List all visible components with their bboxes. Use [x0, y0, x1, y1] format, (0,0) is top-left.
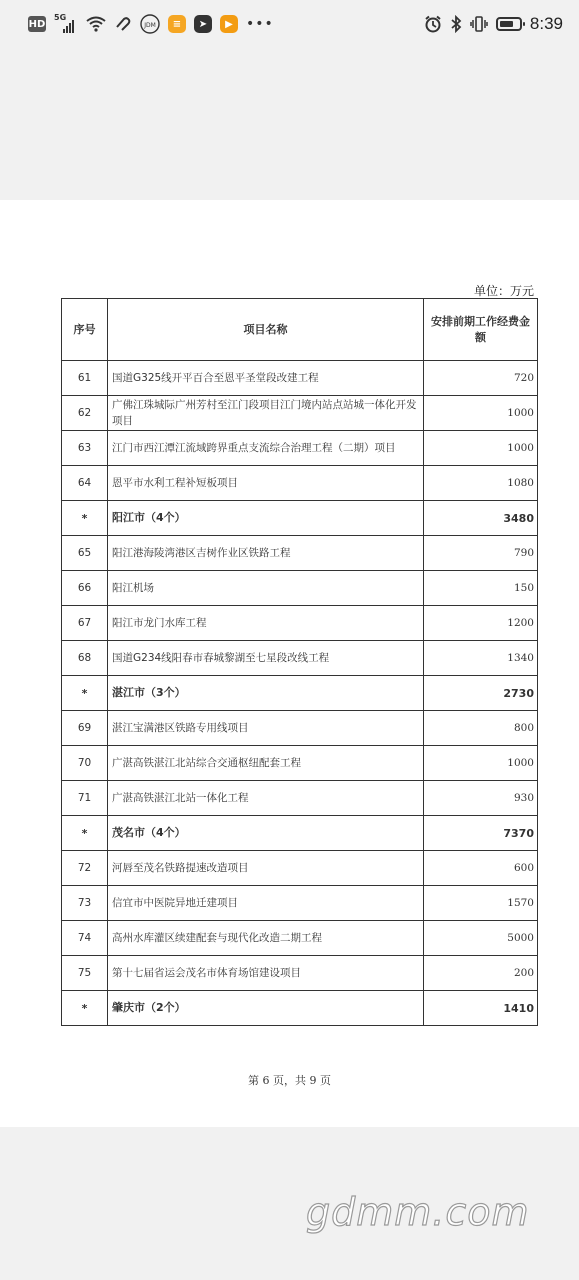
row-amount: 1000: [424, 431, 538, 466]
svg-text:JDM: JDM: [144, 22, 156, 29]
row-seq: 65: [62, 536, 108, 571]
unit-label: 单位：万元: [473, 284, 534, 298]
row-seq: 62: [62, 396, 108, 431]
row-amount: 1200: [424, 606, 538, 641]
table-row: [62, 851, 538, 886]
table-row: [62, 711, 538, 746]
app-play-icon: ▶: [220, 15, 238, 33]
network-label: 5G: [54, 13, 67, 22]
row-project-name: 广湛高铁湛江北站一体化工程: [108, 781, 424, 816]
table-row: [62, 536, 538, 571]
row-amount: 3480: [424, 501, 538, 536]
table-body: [62, 361, 538, 1026]
row-project-name: 肇庆市（2个）: [108, 991, 424, 1026]
city-subtotal-row: [62, 991, 538, 1026]
jdm-icon: [140, 14, 160, 34]
row-amount: 7370: [424, 816, 538, 851]
row-amount: 1000: [424, 746, 538, 781]
header-project-name: 项目名称: [108, 299, 424, 361]
row-seq: 72: [62, 851, 108, 886]
row-amount: 1000: [424, 396, 538, 431]
row-amount: 200: [424, 956, 538, 991]
row-seq: 67: [62, 606, 108, 641]
city-subtotal-row: [62, 501, 538, 536]
page-footer: 第 6 页，共 9 页: [248, 1074, 331, 1087]
row-amount: 930: [424, 781, 538, 816]
table-row: [62, 956, 538, 991]
row-project-name: 阳江市龙门水库工程: [108, 606, 424, 641]
row-project-name: 信宜市中医院异地迁建项目: [108, 886, 424, 921]
row-seq: *: [62, 816, 108, 851]
row-project-name: 阳江机场: [108, 571, 424, 606]
row-amount: 790: [424, 536, 538, 571]
table-row: [62, 921, 538, 956]
row-seq: 63: [62, 431, 108, 466]
signal-icon: [54, 15, 78, 33]
table-row: [62, 641, 538, 676]
table-row: [62, 361, 538, 396]
table-row: [62, 571, 538, 606]
row-project-name: 恩平市水利工程补短板项目: [108, 466, 424, 501]
bluetooth-icon: [450, 15, 462, 33]
watermark-logo: gdmm.com: [306, 1190, 530, 1234]
row-seq: 68: [62, 641, 108, 676]
clock: 8:39: [529, 14, 563, 33]
table-row: [62, 781, 538, 816]
table-row: [62, 746, 538, 781]
vibrate-icon: [470, 15, 488, 33]
row-project-name: 阳江港海陵湾港区吉树作业区铁路工程: [108, 536, 424, 571]
table-row: [62, 431, 538, 466]
row-project-name: 国道G234线阳春市春城黎湖至七星段改线工程: [108, 641, 424, 676]
table-row: [62, 606, 538, 641]
row-seq: *: [62, 676, 108, 711]
row-seq: 66: [62, 571, 108, 606]
row-amount: 150: [424, 571, 538, 606]
document-page: [0, 200, 579, 1127]
row-amount: 1570: [424, 886, 538, 921]
app-arrow-icon: ➤: [194, 15, 212, 33]
row-amount: 800: [424, 711, 538, 746]
status-bar: [0, 0, 579, 48]
table-row: [62, 396, 538, 431]
row-amount: 1340: [424, 641, 538, 676]
city-subtotal-row: [62, 816, 538, 851]
header-amount: 安排前期工作经费金额: [424, 299, 538, 361]
row-project-name: 第十七届省运会茂名市体育场馆建设项目: [108, 956, 424, 991]
row-project-name: 广湛高铁湛江北站综合交通枢纽配套工程: [108, 746, 424, 781]
row-amount: 5000: [424, 921, 538, 956]
link-icon: [114, 16, 132, 32]
row-seq: *: [62, 501, 108, 536]
row-amount: 1080: [424, 466, 538, 501]
wifi-icon: [86, 16, 106, 32]
funding-table: [61, 298, 538, 1026]
row-amount: 1410: [424, 991, 538, 1026]
row-amount: 720: [424, 361, 538, 396]
table-header-row: [62, 299, 538, 361]
row-project-name: 江门市西江潭江流域跨界重点支流综合治理工程（二期）项目: [108, 431, 424, 466]
table-row: [62, 466, 538, 501]
row-project-name: 茂名市（4个）: [108, 816, 424, 851]
battery-icon: [496, 17, 522, 31]
hd-icon: HD: [28, 16, 46, 32]
row-seq: 71: [62, 781, 108, 816]
row-project-name: 阳江市（4个）: [108, 501, 424, 536]
row-seq: 75: [62, 956, 108, 991]
row-seq: 73: [62, 886, 108, 921]
row-seq: *: [62, 991, 108, 1026]
row-seq: 69: [62, 711, 108, 746]
row-project-name: 广佛江珠城际广州芳村至江门段项目江门境内站点站城一体化开发项目: [108, 396, 424, 431]
row-project-name: 国道G325线开平百合至恩平圣堂段改建工程: [108, 361, 424, 396]
row-project-name: 高州水库灌区续建配套与现代化改造二期工程: [108, 921, 424, 956]
row-amount: 2730: [424, 676, 538, 711]
header-seq: 序号: [62, 299, 108, 361]
row-amount: 600: [424, 851, 538, 886]
row-seq: 74: [62, 921, 108, 956]
city-subtotal-row: [62, 676, 538, 711]
row-seq: 70: [62, 746, 108, 781]
table-row: [62, 886, 538, 921]
row-project-name: 湛江市（3个）: [108, 676, 424, 711]
row-project-name: 湛江宝满港区铁路专用线项目: [108, 711, 424, 746]
row-seq: 61: [62, 361, 108, 396]
alarm-icon: [424, 15, 442, 33]
app-orange-icon: ≡: [168, 15, 186, 33]
more-icon: •••: [246, 16, 274, 32]
row-project-name: 河唇至茂名铁路提速改造项目: [108, 851, 424, 886]
row-seq: 64: [62, 466, 108, 501]
